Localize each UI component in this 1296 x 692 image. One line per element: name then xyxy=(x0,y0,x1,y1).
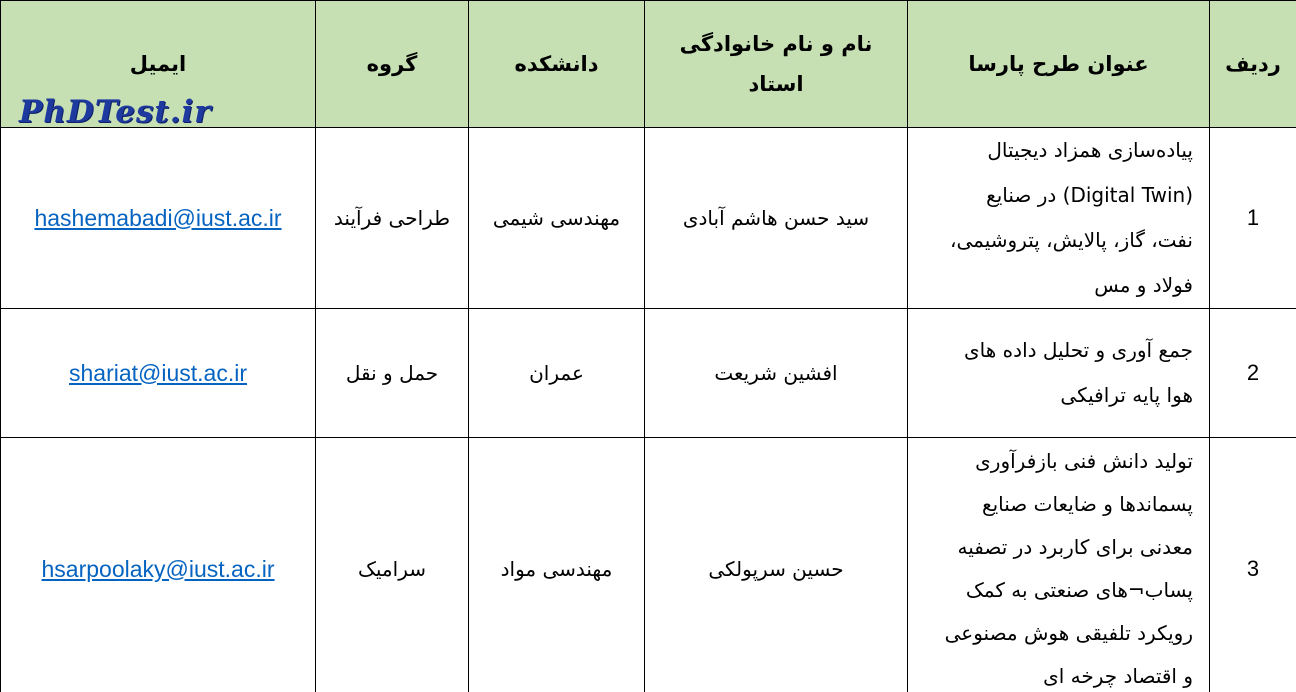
group-cell: سرامیک xyxy=(316,438,469,692)
group-cell: حمل و نقل xyxy=(316,309,469,438)
row-number-cell: 2 xyxy=(1210,309,1296,438)
title-line: هوا پایه ترافیکی xyxy=(1060,383,1193,407)
email-link[interactable]: hashemabadi@iust.ac.ir xyxy=(34,204,282,231)
table-row xyxy=(1,309,1296,438)
header-faculty: دانشکده xyxy=(469,1,645,128)
title-cell xyxy=(908,309,1210,438)
title-line: نفت، گاز، پالایش، پتروشیمی، xyxy=(950,228,1193,252)
table-row xyxy=(1,438,1296,692)
title-line: فولاد و مس xyxy=(1094,273,1193,297)
email-link[interactable]: hsarpoolaky@iust.ac.ir xyxy=(41,555,275,582)
email-link[interactable]: shariat@iust.ac.ir xyxy=(68,359,247,386)
header-row xyxy=(1,1,1296,128)
header-supervisor xyxy=(645,1,908,128)
email-cell xyxy=(1,309,316,438)
title-line: پساب¬های صنعتی به کمک xyxy=(965,578,1193,602)
header-title: عنوان طرح پارسا xyxy=(908,1,1210,128)
title-line: (Digital Twin) در صنایع xyxy=(986,183,1193,207)
supervisor-cell: حسین سرپولکی xyxy=(645,438,908,692)
row-number-cell: 1 xyxy=(1210,128,1296,309)
title-cell xyxy=(908,438,1210,692)
title-line: جمع آوری و تحلیل داده های xyxy=(964,338,1193,362)
title-line: تولید دانش فنی بازفرآوری xyxy=(975,449,1193,473)
row-number-cell: 3 xyxy=(1210,438,1296,692)
header-row-number: ردیف xyxy=(1210,1,1296,128)
title-line: پسماندها و ضایعات صنایع xyxy=(981,492,1193,516)
faculty-cell: مهندسی شیمی xyxy=(469,128,645,309)
title-line: پیاده‌سازی همزاد دیجیتال xyxy=(987,138,1193,162)
header-group: گروه xyxy=(316,1,469,128)
supervisor-cell: سید حسن هاشم آبادی xyxy=(645,128,908,309)
header-supervisor-line1: نام و نام خانوادگی xyxy=(679,32,873,56)
header-supervisor-line2: استاد xyxy=(748,72,804,96)
table-row xyxy=(1,128,1296,309)
faculty-cell: عمران xyxy=(469,309,645,438)
supervisor-cell: افشین شریعت xyxy=(645,309,908,438)
title-line: و اقتصاد چرخه ای xyxy=(1043,664,1193,688)
email-cell xyxy=(1,438,316,692)
group-cell: طراحی فرآیند xyxy=(316,128,469,309)
watermark-logo: PhDTest.ir xyxy=(19,94,212,130)
email-cell xyxy=(1,128,316,309)
header-email: ایمیل xyxy=(1,1,316,128)
title-cell xyxy=(908,128,1210,309)
faculty-cell: مهندسی مواد xyxy=(469,438,645,692)
title-line: معدنی برای کاربرد در تصفیه xyxy=(957,535,1193,559)
title-line: رویکرد تلفیقی هوش مصنوعی xyxy=(944,621,1193,645)
